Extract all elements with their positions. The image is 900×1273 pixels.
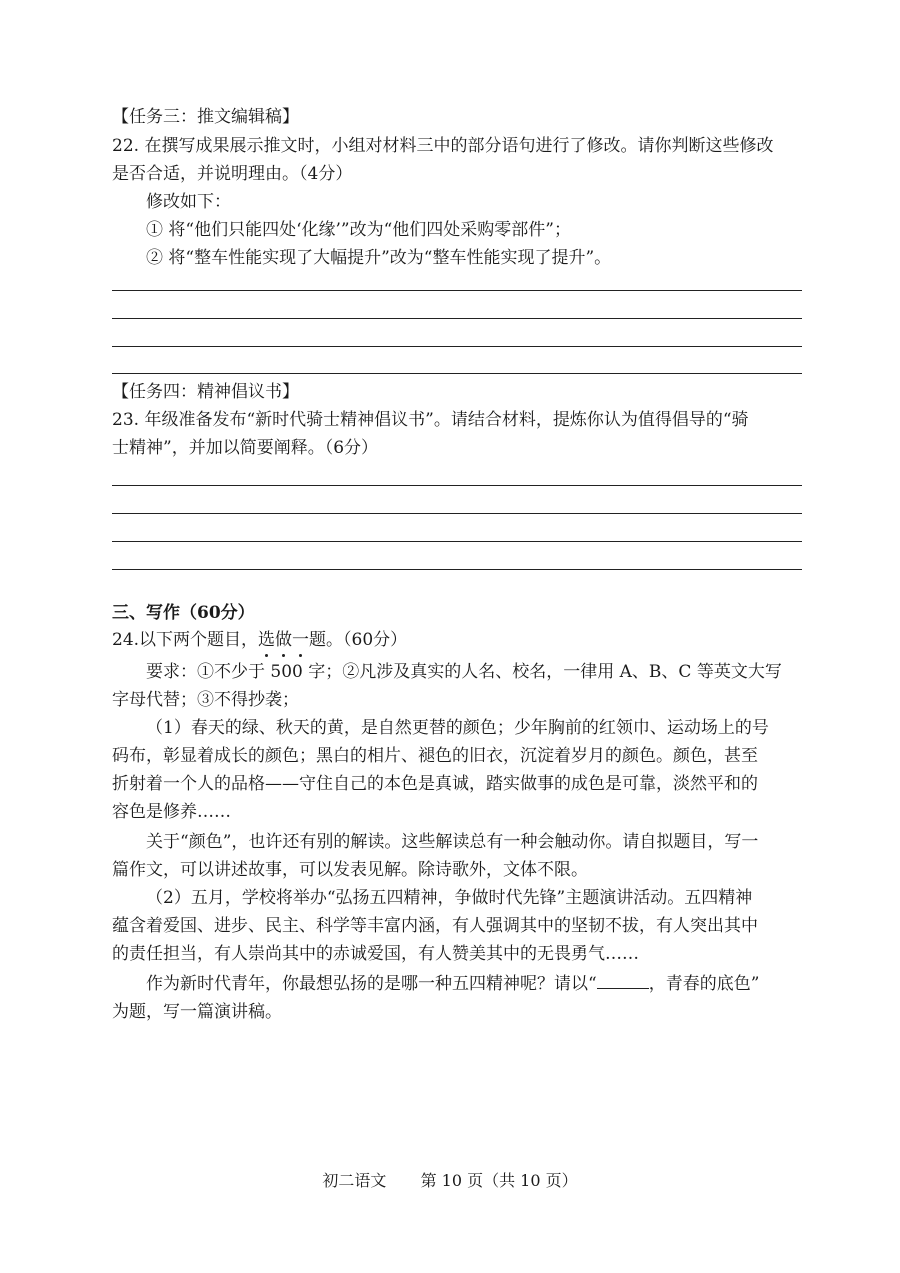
emphasis-char: 选 xyxy=(258,630,276,650)
prompt2-line1: （2）五月，学校将举办“弘扬五四精神，争做时代先锋”主题演讲活动。五四精神 xyxy=(146,888,753,908)
writing-section-heading: 三、写作（60分） xyxy=(112,603,255,623)
prompt2-line2: 蕴含着爱国、进步、民主、科学等丰富内涵，有人强调其中的坚韧不拔，有人突出其中 xyxy=(112,916,758,936)
answer-line[interactable] xyxy=(112,290,802,291)
prompt1-task-line2: 篇作文，可以讲述故事，可以发表见解。除诗歌外，文体不限。 xyxy=(112,860,588,880)
q22-text-line2: 是否合适，并说明理由。（4分） xyxy=(112,164,353,184)
prompt1-line4: 容色是修养…… xyxy=(112,802,231,822)
answer-line[interactable] xyxy=(112,513,802,514)
page-footer xyxy=(0,1168,900,1191)
prompt1-task-line1: 关于“颜色”，也许还有别的解读。这些解读总有一种会触动你。请自拟题目，写一 xyxy=(146,832,759,852)
prompt1-line3: 折射着一个人的品格——守住自己的本色是真诚，踏实做事的成色是可靠，淡然平和的 xyxy=(112,774,758,794)
footer-page-number: 第 10 页（共 10 页） xyxy=(420,1171,578,1190)
task3-heading: 【任务三：推文编辑稿】 xyxy=(112,107,299,127)
q24-prefix: 24.以下两个题目， xyxy=(112,630,259,650)
q22-item2: ② 将“整车性能实现了大幅提升”改为“整车性能实现了提升”。 xyxy=(146,248,612,268)
answer-line[interactable] xyxy=(112,346,802,347)
q24-text xyxy=(112,628,407,652)
prompt2-task-line2: 为题，写一篇演讲稿。 xyxy=(112,1002,282,1022)
q22-item1: ① 将“他们只能四处‘化缘’”改为“他们四处采购零部件”； xyxy=(146,220,571,240)
q22-text-line1: 22. 在撰写成果展示推文时，小组对材料三中的部分语句进行了修改。请你判断这些修改 xyxy=(112,136,774,156)
q23-text-line2: 士精神”，并加以简要阐释。（6分） xyxy=(112,438,379,458)
requirements-line1: 要求：①不少于 500 字；②凡涉及真实的人名、校名，一律用 A、B、C 等英文大写 xyxy=(146,662,782,682)
q24-suffix: 题。（60分） xyxy=(309,630,408,650)
answer-line[interactable] xyxy=(112,373,802,374)
emphasis-char: 做 xyxy=(275,630,293,650)
prompt1-line1: （1）春天的绿、秋天的黄，是自然更替的颜色；少年胸前的红领巾、运动场上的号 xyxy=(146,718,769,738)
prompt2-task-text-a: 作为新时代青年，你最想弘扬的是哪一种五四精神呢？请以“ xyxy=(146,974,597,994)
answer-line[interactable] xyxy=(112,569,802,570)
answer-line[interactable] xyxy=(112,541,802,542)
answer-line[interactable] xyxy=(112,318,802,319)
q22-intro: 修改如下： xyxy=(146,192,231,212)
prompt1-line2: 码布，彰显着成长的颜色；黑白的相片、褪色的旧衣，沉淀着岁月的颜色。颜色，甚至 xyxy=(112,746,758,766)
answer-line[interactable] xyxy=(112,485,802,486)
title-blank[interactable] xyxy=(597,972,649,989)
emphasis-char: 一 xyxy=(292,630,310,650)
prompt2-task-text-b: ，青春的底色” xyxy=(648,974,760,994)
footer-subject: 初二语文 xyxy=(322,1171,387,1190)
q23-text-line1: 23. 年级准备发布“新时代骑士精神倡议书”。请结合材料，提炼你认为值得倡导的“骑 xyxy=(112,410,749,430)
requirements-line2: 字母代替；③不得抄袭； xyxy=(112,690,299,710)
task4-heading: 【任务四：精神倡议书】 xyxy=(112,382,299,402)
prompt2-line3: 的责任担当，有人崇尚其中的赤诚爱国，有人赞美其中的无畏勇气…… xyxy=(112,944,639,964)
prompt2-task-line1 xyxy=(146,972,759,996)
